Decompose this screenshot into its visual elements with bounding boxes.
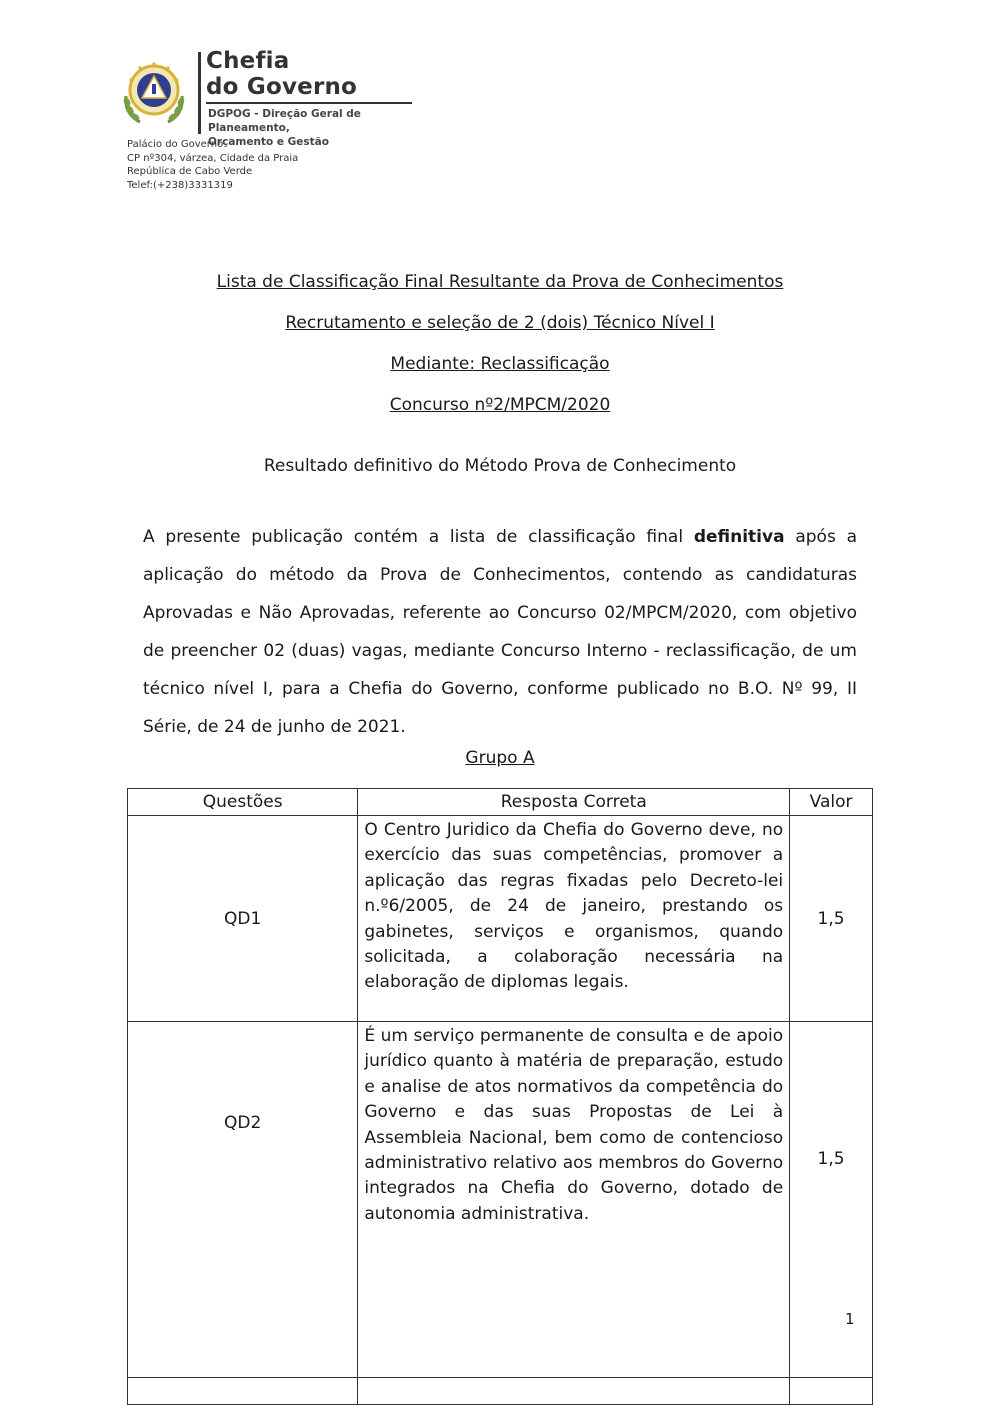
section-subtitle: Resultado definitivo do Método Prova de Conhecimento: [263, 456, 737, 476]
brand-title-line1: Chefia: [206, 48, 290, 74]
brand-underline: [206, 102, 412, 104]
brand-title-line2: do Governo: [206, 74, 358, 100]
question-value: 1,5: [790, 816, 873, 1022]
intro-text-start: A presente publicação contém a lista de classificação final: [143, 527, 694, 547]
header-answer: Resposta Correta: [358, 789, 790, 816]
header-value: Valor: [790, 789, 873, 816]
title-contest: Concurso nº2/MPCM/2020: [389, 395, 611, 415]
title-block: [0, 268, 1000, 432]
question-id: QD1: [128, 816, 358, 1022]
dept-line2: Orçamento e Gestão: [208, 136, 329, 148]
address-line: Telef:(+238)3331319: [127, 179, 233, 191]
address-line: República de Cabo Verde: [127, 166, 253, 177]
title-recruitment: Recrutamento e seleção de 2 (dois) Técnico Nível I: [285, 313, 715, 333]
question-id: QD2: [128, 1022, 358, 1378]
header-divider: [198, 52, 201, 134]
answer-text: O Centro Juridico da Chefia do Governo deve, no exercício das suas competências, promover a aplicação das regras fixadas pelo Decreto-lei n.º6/2005, de 24 de janeiro, prestando os gabinetes, serviços e organismos, quando solicitada, a colaboração necessária na elaboração de diplomas legais.: [358, 816, 790, 1022]
question-id: [128, 1378, 358, 1405]
address-line: CP nº304, várzea, Cidade da Praia: [127, 152, 299, 164]
address-line: Palácio do Governo: [127, 139, 224, 150]
page-number: 1: [845, 1310, 855, 1328]
question-value: 1,5: [790, 1022, 873, 1378]
header-questions: Questões: [128, 789, 358, 816]
brand-block: [206, 48, 418, 149]
answer-text: É um serviço permanente de consulta e de apoio jurídico quanto à matéria de preparação, estudo e analise de atos normativos da competência do Governo e das suas Propostas de Lei à Assembleia Nacional, bem como de contencioso administrativo relativo aos membros do Governo integrados na Chefia do Governo, dotado de autonomia administrativa.: [358, 1022, 790, 1378]
answer-text: [358, 1378, 790, 1405]
intro-paragraph: [143, 518, 857, 746]
coat-of-arms-icon: [118, 56, 190, 128]
table-row: [128, 816, 873, 1022]
question-value: [790, 1378, 873, 1405]
group-title: Grupo A: [465, 748, 535, 768]
intro-text-end: após a aplicação do método da Prova de Conhecimentos, contendo as candidaturas Aprovadas e Não Aprovadas, referente ao Concurso 02/MPCM/2020, com objetivo de preencher 02 (duas) vagas, mediante Concurso Interno - reclassificação, de um técnico nível I, para a Chefia do Governo, conforme publicado no B.O. Nº 99, II Série, de 24 de junho de 2021.: [143, 527, 857, 737]
table-header-row: [128, 789, 873, 816]
answers-table: [127, 788, 873, 1405]
title-method: Mediante: Reclassificação: [390, 354, 610, 374]
dept-line1: DGPOG - Direção Geral de Planeamento,: [208, 108, 361, 134]
table-row: [128, 1022, 873, 1378]
title-list: Lista de Classificação Final Resultante da Prova de Conhecimentos: [216, 272, 784, 292]
address-block: [127, 138, 298, 192]
intro-bold-word: definitiva: [693, 527, 785, 547]
table-row: [128, 1378, 873, 1405]
